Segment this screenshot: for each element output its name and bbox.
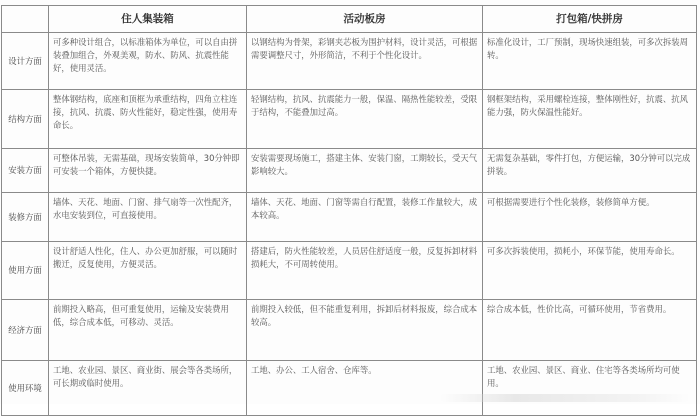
header-corner bbox=[2, 6, 49, 33]
table-row bbox=[2, 361, 697, 416]
table-cell: 可多次拆装使用，损耗小，环保节能，使用寿命长。 bbox=[483, 242, 697, 300]
table-row bbox=[2, 149, 697, 193]
table-row bbox=[2, 90, 697, 149]
table-cell: 搭建后，防火性能较差，人员居住舒适度一般，反复拆卸材料损耗大，不可周转使用。 bbox=[247, 242, 483, 300]
table-cell: 前期投入较低，但不能重复利用，拆卸后材料报废，综合成本较高。 bbox=[247, 300, 483, 361]
table-row bbox=[2, 193, 697, 242]
table-cell: 可多种设计组合，以标准箱体为单位，可以自由拼装叠加组合，外观美观，防水、防风、抗震性能好，使用灵活。 bbox=[49, 33, 247, 90]
table-cell: 可整体吊装，无需基础，现场安装简单，30分钟即可安装一个箱体，方便快捷。 bbox=[49, 149, 247, 193]
header-mobile-board-house: 活动板房 bbox=[247, 6, 483, 33]
table-cell: 轻钢结构，抗风、抗震能力一般，保温、隔热性能较差，受限于结构，不能叠加过高。 bbox=[247, 90, 483, 149]
table-cell: 标准化设计，工厂预制，现场快速组装，可多次拆装周转。 bbox=[483, 33, 697, 90]
table-cell: 可根据需要进行个性化装修，装修简单方便。 bbox=[483, 193, 697, 242]
table-cell: 无需复杂基础，零件打包，方便运输，30分钟可以完成拼装。 bbox=[483, 149, 697, 193]
table-cell: 设计舒适人性化，住人、办公更加舒服，可以随时搬迁，反复使用，方便灵活。 bbox=[49, 242, 247, 300]
row-label: 使用方面 bbox=[2, 242, 49, 300]
row-label: 安装方面 bbox=[2, 149, 49, 193]
table-row bbox=[2, 300, 697, 361]
blurred-watermark bbox=[440, 394, 690, 402]
table-row bbox=[2, 33, 697, 90]
table-cell: 以钢结构为骨架，彩钢夹芯板为围护材料，设计灵活，可根据需要调整尺寸，外形简洁，不利于个性化设计。 bbox=[247, 33, 483, 90]
table-cell: 安装需要现场施工，搭建主体、安装门窗，工期较长，受天气影响较大。 bbox=[247, 149, 483, 193]
header-container-house: 住人集装箱 bbox=[49, 6, 247, 33]
table-header-row bbox=[2, 6, 697, 33]
row-label: 装修方面 bbox=[2, 193, 49, 242]
table-cell: 整体钢结构，底座和顶框为承重结构，四角立柱连接，抗风、抗震、防火性能好，稳定性强，使用寿命长。 bbox=[49, 90, 247, 149]
table-cell: 综合成本低，性价比高，可循环使用，节省费用。 bbox=[483, 300, 697, 361]
row-label: 使用环境 bbox=[2, 361, 49, 416]
table-cell: 钢框架结构，采用螺栓连接，整体刚性好，抗震、抗风能力强，防火保温性能好。 bbox=[483, 90, 697, 149]
table-cell: 前期投入略高，但可重复使用，运输及安装费用低，综合成本低，可移动、灵活。 bbox=[49, 300, 247, 361]
table-cell: 工地、农业园、景区、商业街、展会等各类场所，可长期或临时使用。 bbox=[49, 361, 247, 416]
row-label: 经济方面 bbox=[2, 300, 49, 361]
header-flat-pack-house: 打包箱/快拼房 bbox=[483, 6, 697, 33]
row-label: 设计方面 bbox=[2, 33, 49, 90]
table-cell: 墙体、天花、地面、门窗等需自行配置，装修工作量较大，成本较高。 bbox=[247, 193, 483, 242]
comparison-table bbox=[1, 5, 697, 416]
table-cell: 墙体、天花、地面、门窗、排气扇等一次性配齐，水电安装到位，可直接使用。 bbox=[49, 193, 247, 242]
table-row bbox=[2, 242, 697, 300]
table-cell: 工地、农业园、景区、商业、住宅等各类场所均可使用。 bbox=[483, 361, 697, 416]
table-cell: 工地、办公、工人宿舍、仓库等。 bbox=[247, 361, 483, 416]
row-label: 结构方面 bbox=[2, 90, 49, 149]
